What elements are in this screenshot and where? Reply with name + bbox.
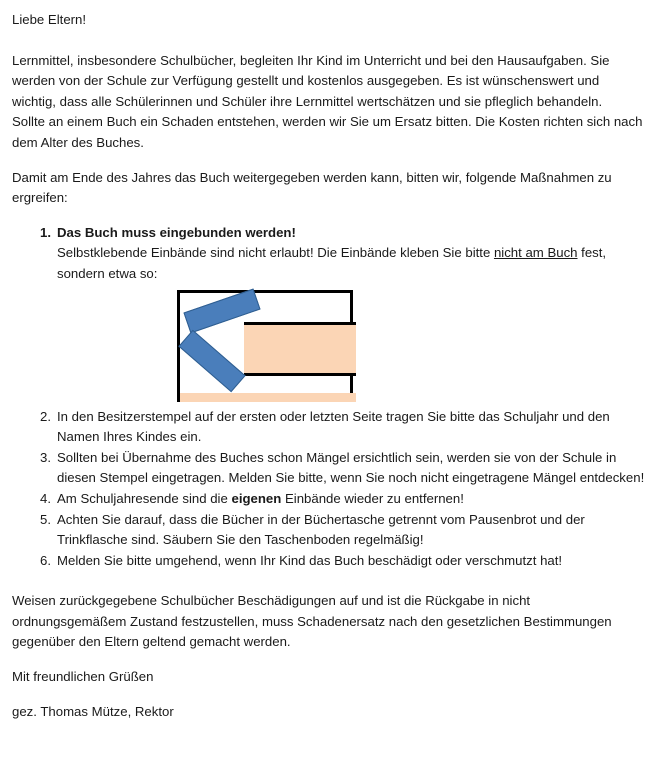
list-item-text: Achten Sie darauf, dass die Bücher in der Büchertasche getrennt vom Pausenbrot und der Trinkflasche sind. Säubern Sie den Taschenboden regelmäßig! <box>57 511 585 548</box>
list-item-text-after-bold: Einbände wieder zu entfernen! <box>281 490 464 506</box>
list-item-text: In den Besitzerstempel auf der ersten oder letzten Seite tragen Sie bitte das Schuljahr und den Namen Ihres Kindes ein. <box>57 408 610 445</box>
spacer <box>12 688 645 702</box>
list-item <box>12 407 645 448</box>
list-item <box>12 223 645 285</box>
list-item <box>12 448 645 489</box>
list-item-text-before-underline: Selbstklebende Einbände sind nicht erlaubt! Die Einbände kleben Sie bitte <box>57 245 494 261</box>
intro-paragraph-2: Sollte an einem Buch ein Schaden entstehen, werden wir Sie um Ersatz bitten. Die Kosten richten sich nach dem Alter des Buches. <box>12 114 643 150</box>
list-item-number: 2. <box>40 408 51 424</box>
list-item <box>12 510 645 551</box>
list-item-number: 6. <box>40 552 51 568</box>
book-cover-band <box>244 322 356 376</box>
list-item-text-after-underline: fest, sondern etwa so: <box>57 245 607 281</box>
list-item <box>12 551 645 572</box>
list-item-number: 5. <box>40 511 51 527</box>
spacer <box>12 31 645 51</box>
list-item-number: 4. <box>40 490 51 506</box>
list-item <box>12 489 645 510</box>
list-item-bold-text: eigenen <box>231 490 282 506</box>
instruction-list <box>12 223 645 572</box>
intro-paragraph-1: Lernmittel, insbesondere Schulbücher, begleiten Ihr Kind im Unterricht und bei den Hausaufgaben. Sie werden von der Schule zur Verfügung gestellt und kostenlos ausgegeben. Es ist wünschenswert und wichtig, dass alle Schülerinnen und Schüler ihre Lernmittel wertschätzen und sie pfleglich behandeln. <box>12 52 610 109</box>
salutation: Liebe Eltern! <box>12 12 87 27</box>
spacer <box>12 653 645 667</box>
spacer <box>12 209 645 223</box>
list-item-number: 3. <box>40 449 51 465</box>
spacer <box>12 571 645 591</box>
list-item-underlined-text: nicht am Buch <box>493 245 578 261</box>
list-item-title: Das Buch muss eingebunden werden! <box>57 224 296 240</box>
list-item-text: Melden Sie bitte umgehend, wenn Ihr Kind das Buch beschädigt oder verschmutzt hat! <box>57 552 563 568</box>
instructions-lead: Damit am Ende des Jahres das Buch weitergegeben werden kann, bitten wir, folgende Maßnahmen zu ergreifen: <box>12 169 612 206</box>
book-illustration <box>177 290 353 402</box>
book-diagram <box>12 285 645 407</box>
list-item-number: 1. <box>40 224 51 240</box>
signature: gez. Thomas Mütze, Rektor <box>12 703 174 719</box>
spacer <box>12 154 645 168</box>
list-item-text-before-bold: Am Schuljahresende sind die <box>57 490 232 506</box>
book-bottom-band <box>180 393 356 402</box>
regards: Mit freundlichen Grüßen <box>12 669 154 685</box>
closing-paragraph: Weisen zurückgegebene Schulbücher Beschädigungen auf und ist die Rückgabe in nicht ordnungsgemäßem Zustand festzustellen, muss Schadenersatz nach den gesetzlichen Bestimmungen gegenüber den Eltern geltend gemacht werden. <box>12 593 612 650</box>
list-item-text: Sollten bei Übernahme des Buches schon Mängel ersichtlich sein, werden sie von der Schule in diesen Stempel eingetragen. Melden Sie bitte, wenn Sie noch nicht eingetragene Mängel entdecken! <box>57 449 645 486</box>
